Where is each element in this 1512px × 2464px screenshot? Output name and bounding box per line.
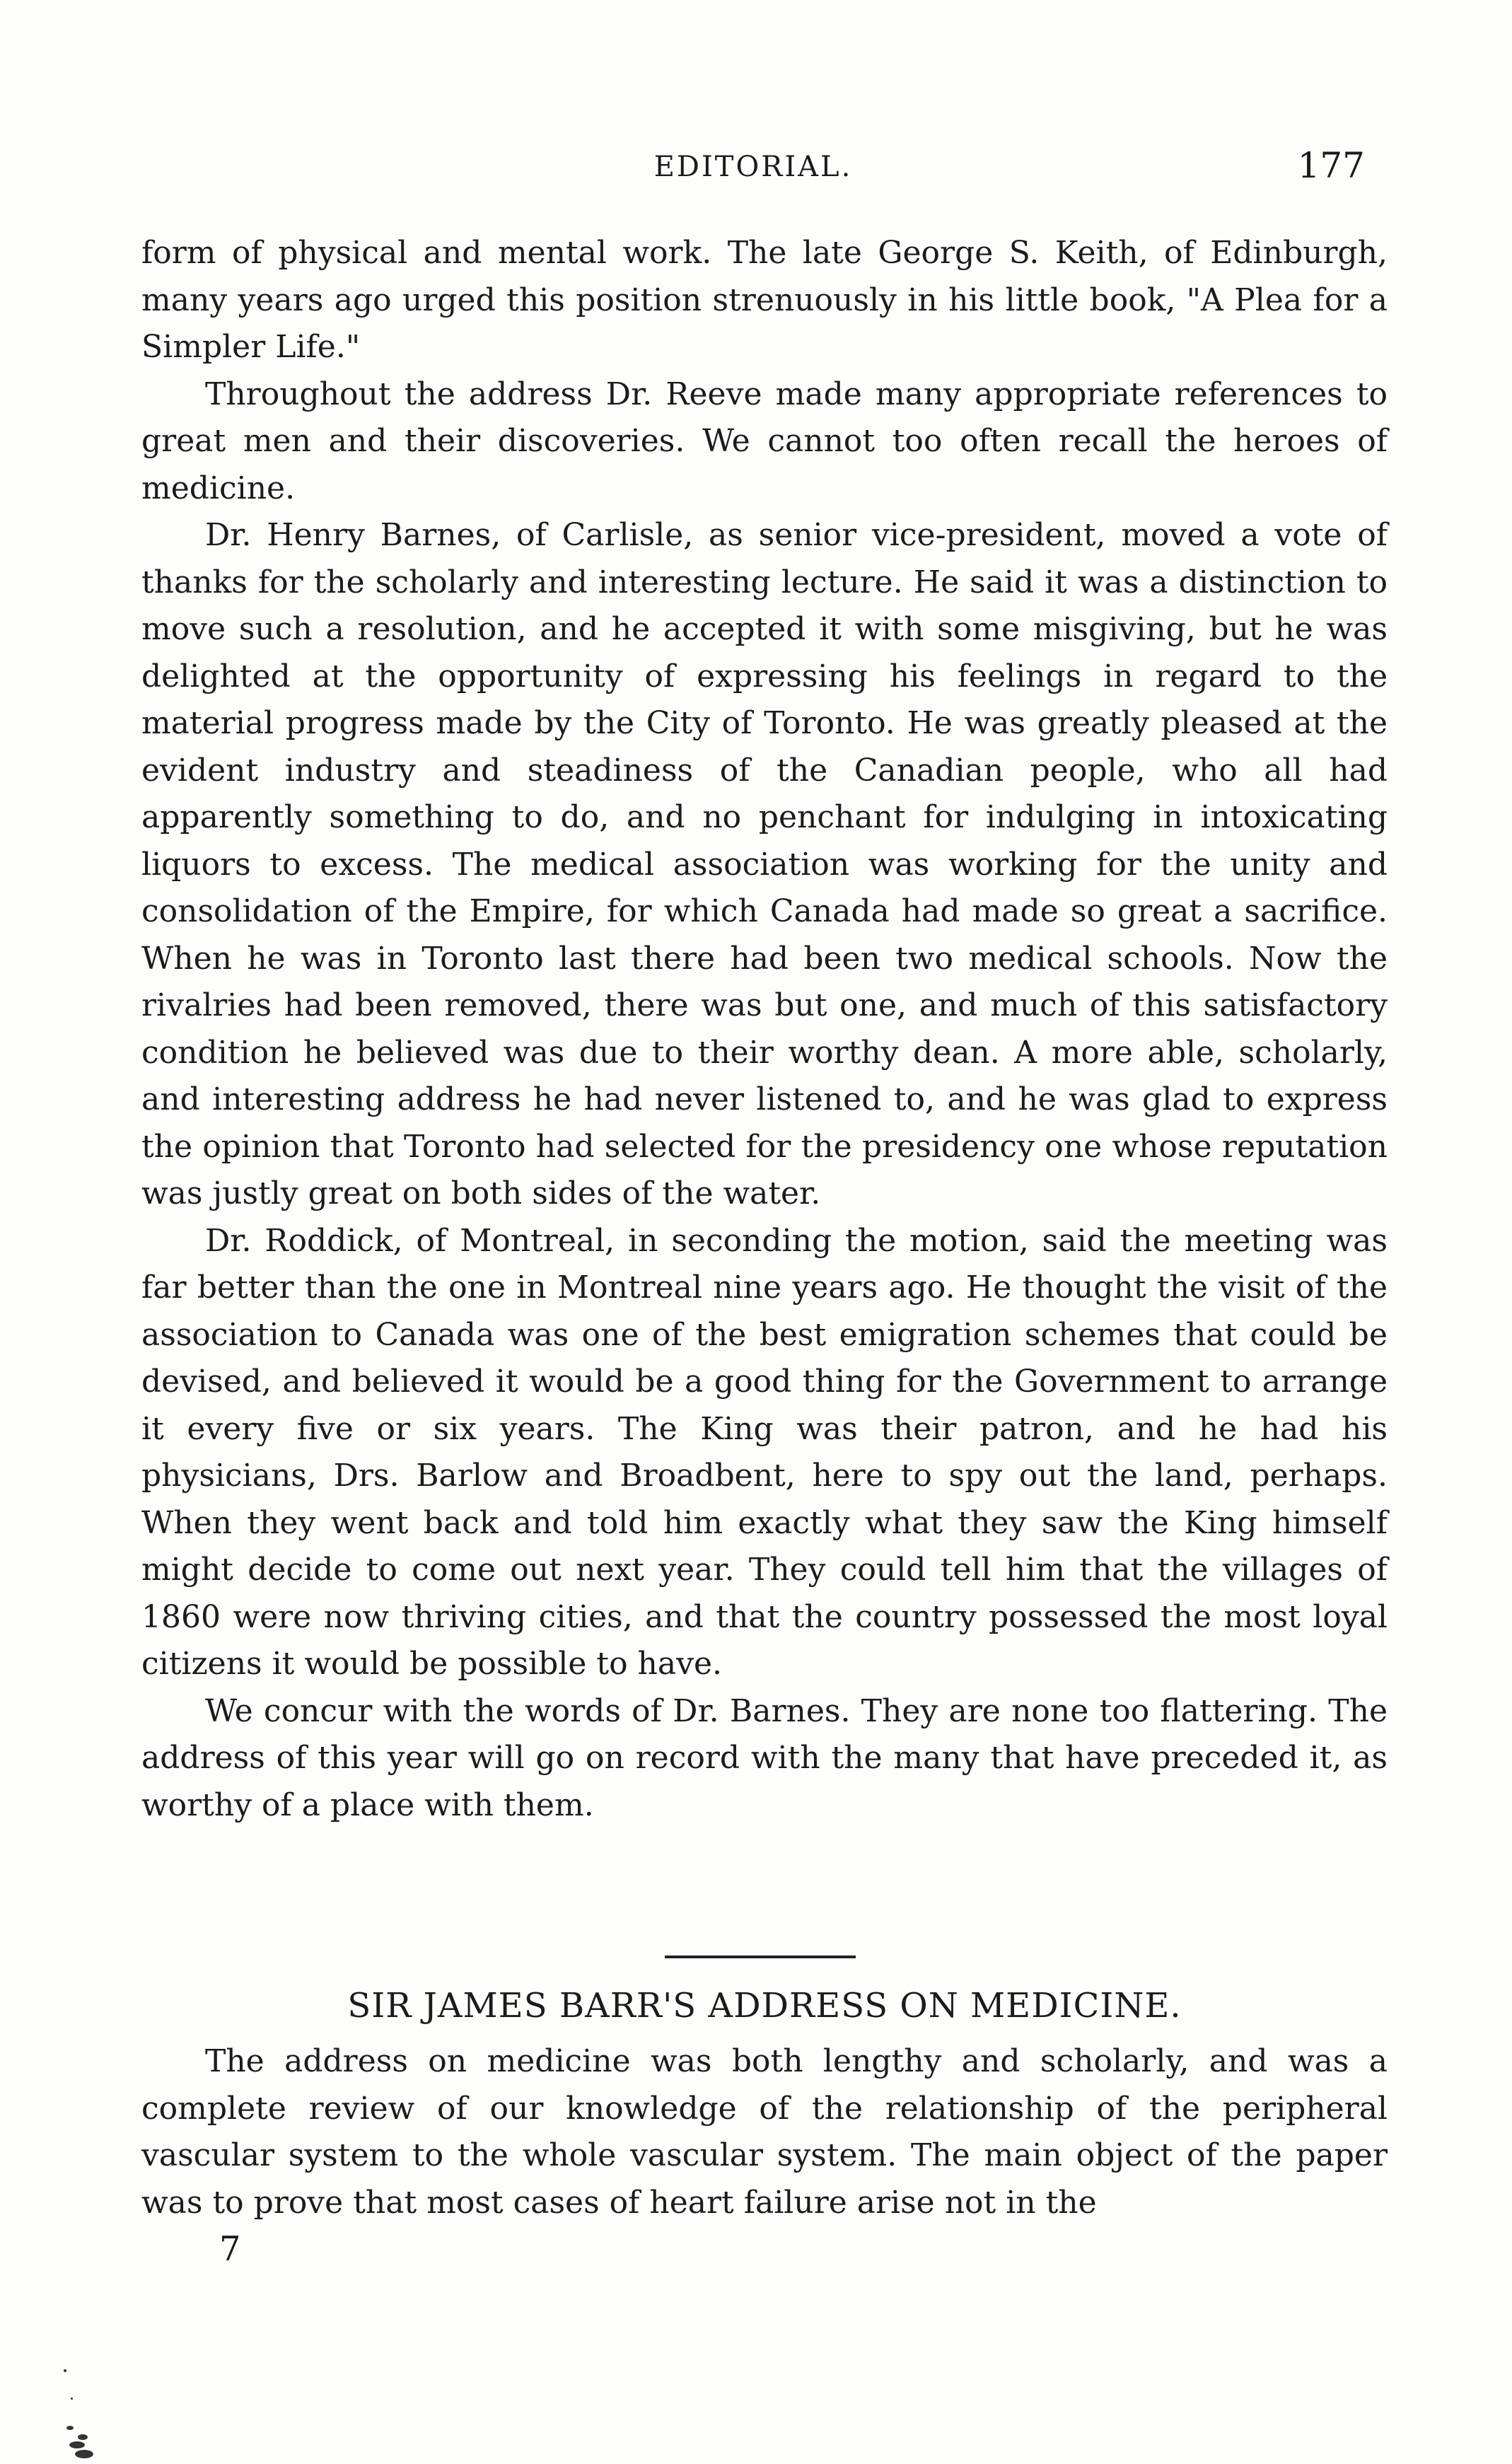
paragraph-barnes-vote: Dr. Henry Barnes, of Carlisle, as senior vice-president, moved a vote of thanks for the scholarly and interesting lecture. He said it was a distinction to move such a resolution, and he accepted it with some misgiving, but he was delighted at the opportunity of expressing his feelings in regard to the material progress made by the City of Toronto. He was greatly pleased at the evident industry and steadiness of the Canadian people, who all had apparently something to do, and no penchant for indulging in intoxicating liquors to excess. The medical association was working for the unity and consolidation of the Empire, for which Canada had made so great a sacrifice. When he was in Toronto last there had been two medical schools. Now the rivalries had been removed, there was but one, and much of this satisfactory condition he believed was due to their worthy dean. A more able, scholarly, and interesting address he had never listened to, and he was glad to express the opinion that Toronto had selected for the presidency one whose reputation was justly great on both sides of the water.	[141, 517, 1388, 1211]
scan-specks	[42, 2355, 99, 2461]
running-head	[141, 145, 1365, 187]
paragraph-concurrence: We concur with the words of Dr. Barnes. They are none too flattering. The address of this year will go on record with the many that have preceded it, as worthy of a place with them.	[141, 1692, 1388, 1823]
running-head-title: EDITORIAL.	[653, 151, 853, 183]
section-divider-rule	[665, 1955, 856, 1958]
paragraph-reeve-references: Throughout the address Dr. Reeve made many appropriate references to great men and their discoveries. We cannot too often recall the heroes of medicine.	[141, 376, 1388, 506]
printer-signature-mark: 7	[219, 2229, 241, 2269]
section-body	[141, 2038, 1388, 2226]
article-body	[141, 230, 1388, 1829]
page-number: 177	[1297, 145, 1365, 186]
section-heading: SIR JAMES BARR'S ADDRESS ON MEDICINE.	[347, 1986, 1182, 2026]
paragraph-continuation: form of physical and mental work. The late George S. Keith, of Edinburgh, many years ago urged this position strenuously in his little book, "A Plea for a Simpler Life."	[141, 235, 1388, 365]
paragraph-roddick-seconding: Dr. Roddick, of Montreal, in seconding the motion, said the meeting was far better than the one in Montreal nine years ago. He thought the visit of the association to Canada was one of the best emigration schemes that could be devised, and believed it would be a good thing for the Government to arrange it every five or six years. The King was their patron, and he had his physicians, Drs. Barlow and Broadbent, here to spy out the land, perhaps. When they went back and told him exactly what they saw the King himself might decide to come out next year. They could tell him that the villages of 1860 were now thriving cities, and that the country possessed the most loyal citizens it would be possible to have.	[141, 1222, 1388, 1682]
paragraph-barr-address: The address on medicine was both lengthy and scholarly, and was a complete review of our knowledge of the relationship of the peripheral vascular system to the whole vascular system. The main object of the paper was to prove that most cases of heart failure arise not in the	[141, 2043, 1388, 2221]
